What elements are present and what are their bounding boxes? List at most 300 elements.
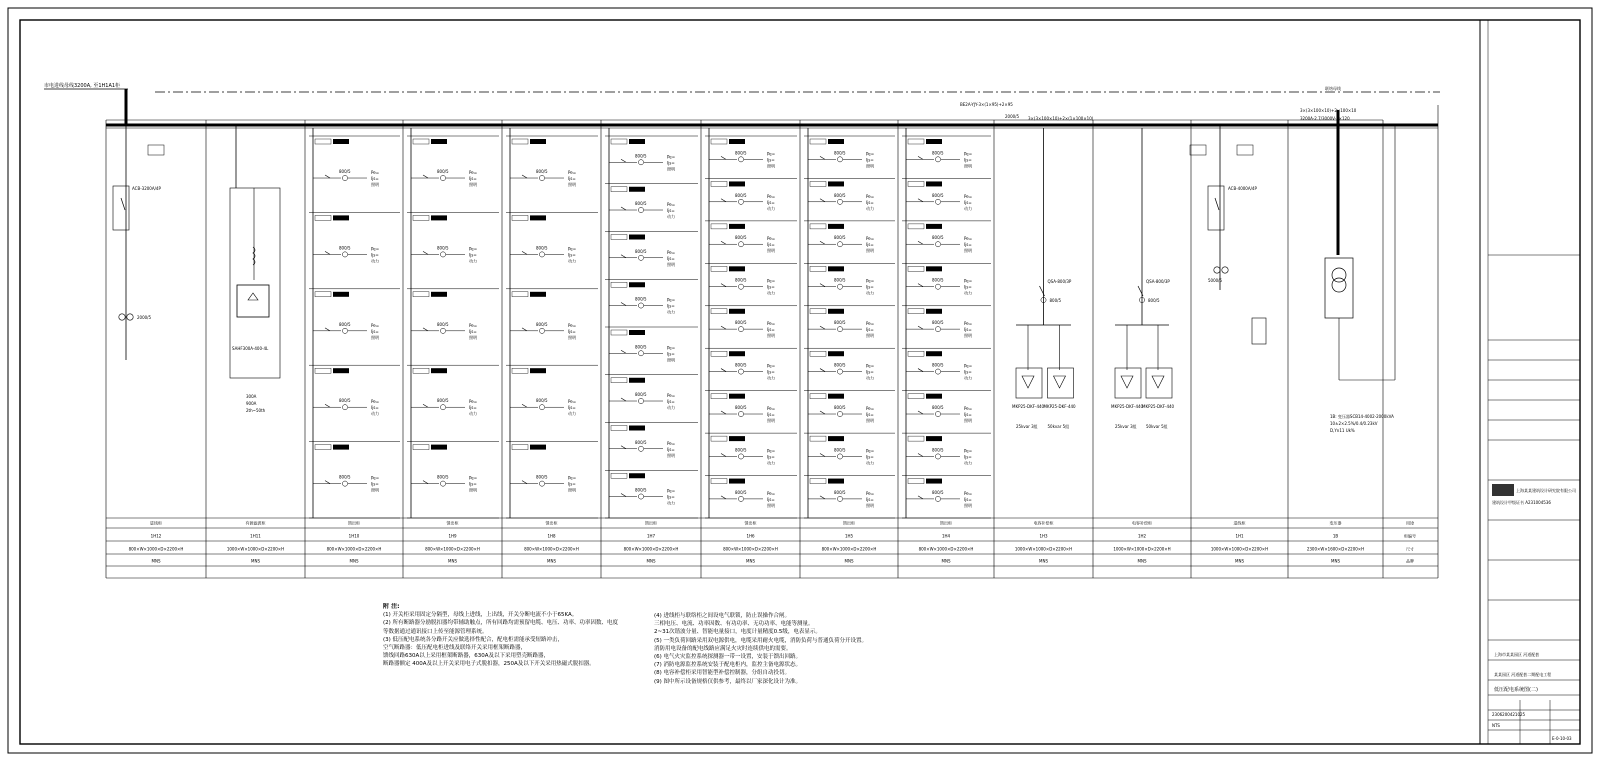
table-cell-no: 1H10 [348, 533, 360, 539]
note-line: 断路器额定 400A及以上开关采用电子式脱扣器，250A及以下开关采用热磁式脱扣器。 [383, 661, 595, 668]
feeder-ct-label: 800/5 [735, 405, 747, 411]
ct-symbol [440, 252, 445, 257]
circuit-id-block [926, 351, 942, 356]
feeder-pe-label: Pe= [964, 363, 973, 369]
ct-symbol [638, 207, 643, 212]
capacitor-model: MKP25-DKF-440 [1043, 404, 1076, 409]
ct-symbol [539, 328, 544, 333]
feeder-load-label: 照明 [964, 248, 972, 254]
transformer-spec-b: 10±2×2.5%/0.4/0.23kV [1330, 421, 1378, 426]
project-subtitle: 某某园区 河道配套二期配电工程 [1494, 672, 1552, 677]
feeder-pe-label: Pe= [568, 322, 577, 328]
bus-right-label: 联络母线 [1325, 86, 1341, 91]
circuit-id-block [333, 368, 349, 373]
ct-symbol [935, 199, 940, 204]
ct-symbol [539, 481, 544, 486]
main-breaker-model: ACB-4000A/4P [1228, 186, 1257, 191]
breaker-symbol [918, 199, 923, 202]
feeder-load-label: 照明 [767, 418, 775, 424]
circuit-tag [315, 292, 331, 297]
feeder-ct-label: 800/5 [339, 169, 351, 175]
circuit-tag [908, 309, 924, 314]
feeder-ct-label: 800/5 [339, 321, 351, 327]
ct-symbol [638, 351, 643, 356]
feeder-ijs-label: Ijs= [767, 157, 775, 163]
feeder-ct-label: 800/5 [635, 153, 647, 159]
feeder-pe-label: Pe= [767, 193, 776, 199]
feeder-ct-label: 800/5 [735, 235, 747, 241]
circuit-tag [315, 368, 331, 373]
table-cell-brand: MNS [844, 558, 854, 564]
feeder-ijs-label: Ijs= [866, 284, 874, 290]
notes-right [654, 612, 954, 686]
table-cell-use: 进线柜 [150, 520, 162, 526]
feeder-ct-label: 800/5 [635, 248, 647, 254]
feeder-ijs-label: Ijs= [964, 242, 972, 248]
circuit-tag [413, 215, 429, 220]
drawing-number: 2306200421025 [1492, 712, 1526, 717]
note-line: (1) 开关柜采用固定分隔型，母线上进线，上出线，开关分断电流不小于65KA。 [383, 612, 578, 619]
breaker-symbol [820, 199, 825, 202]
feeder-load-label: 动力 [767, 290, 775, 296]
circuit-tag [810, 309, 826, 314]
feeder-pe-label: Pe= [964, 490, 973, 496]
ct-symbol [738, 369, 743, 374]
circuit-tag [315, 215, 331, 220]
feeder-load-label: 照明 [568, 487, 576, 493]
feeder-ct-label: 800/5 [834, 489, 846, 495]
feeder-ijs-label: Ijs= [568, 405, 576, 411]
feeder-ijs-label: Ijs= [964, 454, 972, 460]
ct-symbol [837, 242, 842, 247]
feeder-ct-label: 800/5 [932, 150, 944, 156]
transformer-cable-label: 3×(3×100×10)+2×100×10 [1300, 108, 1357, 113]
breaker-symbol [721, 241, 726, 244]
feeder-ijs-label: Ijs= [866, 454, 874, 460]
circuit-tag [810, 479, 826, 484]
feeder-pe-label: Pe= [667, 393, 676, 399]
table-cell-brand: MNS [1137, 558, 1147, 564]
table-cell-use: 变压器 [1329, 520, 1342, 526]
feeder-load-label: 动力 [866, 375, 874, 381]
ct-symbol [837, 369, 842, 374]
circuit-tag [512, 368, 528, 373]
circuit-tag [908, 266, 924, 271]
feeder-pe-label: Pe= [866, 448, 875, 454]
table-cell-use: 馈出柜 [545, 520, 558, 526]
feeder-pe-label: Pe= [469, 475, 478, 481]
ct-symbol [738, 411, 743, 416]
breaker-symbol [820, 411, 825, 414]
cap-ct-ratio: 800/5 [1148, 298, 1160, 303]
feeder-load-label: 动力 [568, 258, 576, 264]
feeder-load-label: 照明 [964, 163, 972, 169]
feeder-load-label: 照明 [767, 333, 775, 339]
cap-breaker-model: QSA-800/3P [1047, 279, 1072, 284]
feeder-load-label: 动力 [371, 411, 379, 417]
drawing-name: 低压配电系统图(二) [1494, 687, 1538, 693]
feeder-load-label: 照明 [667, 166, 675, 172]
capacitor-kvar: 25kvar 3组 [1016, 424, 1038, 429]
feeder-pe-label: Pe= [964, 448, 973, 454]
feeder-ijs-label: Ijs= [371, 405, 379, 411]
breaker-symbol [721, 199, 726, 202]
drawing-scale: NTS [1492, 723, 1500, 728]
title-block [1480, 20, 1580, 744]
circuit-id-block [431, 215, 447, 220]
ct-symbol [738, 157, 743, 162]
feeder-ct-label: 800/5 [635, 344, 647, 350]
breaker-symbol [522, 481, 527, 484]
feeder-ct-label: 800/5 [932, 405, 944, 411]
breaker-symbol [621, 207, 626, 210]
circuit-id-block [629, 378, 645, 383]
feeder-ijs-label: Ijs= [964, 327, 972, 333]
table-cell-dims: 1000×W×1000×D×2200×H [1210, 546, 1269, 552]
feeder-pe-label: Pe= [866, 321, 875, 327]
circuit-id-block [926, 224, 942, 229]
feeder-load-label: 动力 [667, 214, 675, 220]
breaker-symbol [918, 241, 923, 244]
breaker-symbol [721, 156, 726, 159]
feeder-load-label: 照明 [371, 182, 379, 188]
feeder-load-label: 照明 [866, 502, 874, 508]
capacitor-bank [1146, 368, 1172, 398]
feeder-pe-label: Pe= [469, 246, 478, 252]
table-cell-dims: 800×W×1000×D×2200×H [918, 546, 974, 552]
circuit-tag [413, 139, 429, 144]
feeder-load-label: 动力 [371, 258, 379, 264]
circuit-tag [810, 436, 826, 441]
feeder-ijs-label: Ijs= [469, 252, 477, 258]
feeder-pe-label: Pe= [568, 399, 577, 405]
breaker-symbol [820, 284, 825, 287]
breaker-symbol [721, 411, 726, 414]
ct-symbol [440, 328, 445, 333]
ct-symbol [837, 199, 842, 204]
feeder-ijs-label: Ijs= [667, 446, 675, 452]
feeder-pe-label: Pe= [667, 440, 676, 446]
circuit-tag [711, 266, 727, 271]
table-cell-no: 1H8 [547, 533, 556, 539]
feeder-load-label: 照明 [469, 334, 477, 340]
circuit-id-block [333, 139, 349, 144]
breaker-symbol [721, 453, 726, 456]
ct-symbol [837, 496, 842, 501]
circuit-tag [611, 330, 627, 335]
feeder-load-label: 动力 [667, 500, 675, 506]
circuit-id-block [926, 394, 942, 399]
feeder-pe-label: Pe= [568, 170, 577, 176]
feeder-pe-label: Pe= [767, 448, 776, 454]
feeder-ct-label: 800/5 [735, 192, 747, 198]
table-cell-brand: MNS [1039, 558, 1048, 564]
feeder-ijs-label: Ijs= [964, 496, 972, 502]
ct-symbol [342, 252, 347, 257]
note-line: (8) 电容补偿柜采用智能型补偿控制器，分组自动投切。 [654, 670, 791, 677]
feeder-ct-label: 800/5 [834, 277, 846, 283]
circuit-tag [711, 309, 727, 314]
table-cell-dims: 800×W×1000×D×2200×H [425, 546, 480, 552]
circuit-id-block [629, 330, 645, 335]
feeder-ct-label: 800/5 [339, 245, 351, 251]
circuit-id-block [828, 224, 844, 229]
circuit-id-block [729, 309, 745, 314]
capacitor-kvar: 50kvar 5组 [1047, 424, 1070, 429]
capacitor-bank [1115, 368, 1141, 398]
feeder-pe-label: Pe= [964, 236, 973, 242]
breaker-symbol [325, 251, 330, 254]
feeder-ijs-label: Ijs= [866, 199, 874, 205]
circuit-tag [711, 224, 727, 229]
feeder-ct-label: 800/5 [932, 447, 944, 453]
circuit-id-block [729, 181, 745, 186]
capacitor-kvar: 25kvar 3组 [1115, 424, 1137, 429]
feeder-ijs-label: Ijs= [371, 481, 379, 487]
circuit-tag [711, 436, 727, 441]
transformer-detail [1325, 125, 1395, 433]
ct-symbol [638, 446, 643, 451]
ct-symbol [935, 411, 940, 416]
feeder-ct-label: 800/5 [735, 277, 747, 283]
breaker-symbol [621, 350, 626, 353]
table-cell-use: 进线柜 [1233, 520, 1246, 526]
feeder-load-label: 动力 [964, 460, 972, 466]
feeder-load-label: 照明 [667, 452, 675, 458]
breaker-symbol [918, 156, 923, 159]
circuit-id-block [828, 139, 844, 144]
circuit-id-block [926, 266, 942, 271]
ct-symbol [738, 454, 743, 459]
feeder-load-label: 动力 [767, 460, 775, 466]
capacitor-symbol [1054, 376, 1066, 388]
feeder-ijs-label: Ijs= [866, 412, 874, 418]
feeder-load-label: 动力 [767, 375, 775, 381]
ct-symbol [539, 175, 544, 180]
feeder-ct-label: 800/5 [437, 474, 449, 480]
breaker-symbol [820, 156, 825, 159]
circuit-tag [810, 266, 826, 271]
table-cell-dims: 800×W×1000×D×2200×H [524, 546, 579, 552]
feeder-ijs-label: Ijs= [667, 303, 675, 309]
feeder-ijs-label: Ijs= [964, 157, 972, 163]
feeder-ct-label: 800/5 [437, 321, 449, 327]
breaker-symbol [522, 175, 527, 178]
circuit-id-block [729, 436, 745, 441]
feeder-load-label: 照明 [866, 248, 874, 254]
circuit-id-block [530, 445, 546, 450]
feeder-ijs-label: Ijs= [469, 176, 477, 182]
note-line: (2) 所有断路器分励脱扣器均带辅助触点，所有回路均需预留电缆、电压、功率、功率因数、电度 [383, 620, 619, 627]
breaker-symbol [721, 496, 726, 499]
feeder-ijs-label: Ijs= [767, 242, 775, 248]
note-line: 2~31次谐波分量、智能电量接口，电度计量精度0.5级，电表显示。 [654, 629, 821, 636]
feeder-load-label: 照明 [667, 261, 675, 267]
feeder-load-label: 照明 [568, 334, 576, 340]
circuit-tag [908, 436, 924, 441]
ct-symbol [638, 303, 643, 308]
company-name: 上海某某建筑设计研究院有限公司 [1516, 488, 1576, 493]
table-cell-dims: 800×W×1000×D×2200×H [128, 546, 184, 552]
circuit-tag [611, 187, 627, 192]
ct-symbol [638, 255, 643, 260]
capacitor-symbol [1022, 376, 1034, 388]
table-cell-dims: 1000×W×1000×D×2200×H [1014, 546, 1073, 552]
apf-rating-a: 300A [246, 394, 257, 399]
table-row-label: 品牌 [1406, 558, 1414, 564]
breaker-symbol [325, 481, 330, 484]
feeder-load-label: 动力 [964, 290, 972, 296]
breaker-symbol [423, 481, 428, 484]
breaker-symbol [820, 496, 825, 499]
capacitor-model: MKP25-DKF-440 [1012, 404, 1045, 409]
circuit-id-block [431, 139, 447, 144]
table-cell-no: 1H7 [646, 533, 656, 539]
ct-symbol [837, 157, 842, 162]
cabinet-table [106, 518, 1438, 578]
main-incoming-detail [1190, 125, 1266, 344]
feeder-pe-label: Pe= [964, 193, 973, 199]
feeder-pe-label: Pe= [371, 246, 380, 252]
feeder-ijs-label: Ijs= [371, 328, 379, 334]
breaker-symbol [918, 326, 923, 329]
circuit-tag [512, 445, 528, 450]
feeder-pe-label: Pe= [767, 363, 776, 369]
circuit-tag [908, 139, 924, 144]
table-cell-use: 馈出柜 [645, 520, 657, 526]
breaker-symbol [918, 411, 923, 414]
feeder-pe-label: Pe= [964, 406, 973, 412]
circuit-tag [611, 378, 627, 383]
table-cell-dims: 800×W×1000×D×2200×H [326, 546, 382, 552]
ct-symbol [935, 157, 940, 162]
ct-symbol [738, 199, 743, 204]
apf-rating-b: 900A [246, 401, 257, 406]
feeder-load-label: 照明 [667, 357, 675, 363]
table-cell-dims: 1000×W×1000×D×2200×H [226, 546, 285, 552]
circuit-id-block [926, 436, 942, 441]
note-line: 消防用电设备的配电线路应满足火灾时连续供电的需要。 [654, 645, 792, 652]
breaker-symbol [820, 241, 825, 244]
table-cell-no: 1H11 [250, 533, 261, 539]
breaker-symbol [721, 326, 726, 329]
circuit-tag [315, 139, 331, 144]
ct-symbol [837, 454, 842, 459]
capacitor-bank [1016, 368, 1042, 398]
feeder-ijs-label: Ijs= [667, 255, 675, 261]
ct-symbol [837, 411, 842, 416]
feeder-ct-label: 800/5 [735, 489, 747, 495]
feeder-pe-label: Pe= [371, 170, 380, 176]
circuit-id-block [828, 266, 844, 271]
feeder-pe-label: Pe= [371, 322, 380, 328]
feeder-ct-label: 800/5 [932, 192, 944, 198]
circuit-id-block [729, 351, 745, 356]
feeder-load-label: 照明 [964, 333, 972, 339]
feeder-load-label: 动力 [964, 375, 972, 381]
circuit-tag [908, 351, 924, 356]
circuit-id-block [629, 426, 645, 431]
feeder-pe-label: Pe= [667, 297, 676, 303]
bus-spec-label: 3×(3×100×10)+2×(1×100×10) [1028, 116, 1094, 121]
circuit-tag [908, 479, 924, 484]
circuit-tag [908, 224, 924, 229]
feeder-pe-label: Pe= [469, 170, 478, 176]
breaker-symbol [423, 404, 428, 407]
feeder-ijs-label: Ijs= [371, 252, 379, 258]
feeder-ijs-label: Ijs= [964, 199, 972, 205]
table-cell-brand: MNS [448, 558, 457, 564]
table-cell-no: 1B [1332, 533, 1339, 539]
feeder-ijs-label: Ijs= [371, 176, 379, 182]
ct-symbol [935, 284, 940, 289]
feeder-ijs-label: Ijs= [866, 496, 874, 502]
incoming-bus-label: 市电进线母线3200A, 至1H1A1柜 [44, 83, 121, 89]
ct-symbol [539, 252, 544, 257]
feeder-load-label: 照明 [568, 182, 576, 188]
feeder-load-label: 照明 [964, 418, 972, 424]
feeder-ijs-label: Ijs= [964, 369, 972, 375]
capacitor-kvar: 50kvar 5组 [1146, 424, 1168, 429]
circuit-id-block [431, 368, 447, 373]
feeder-ijs-label: Ijs= [568, 176, 576, 182]
feeder-ct-label: 800/5 [437, 245, 449, 251]
breaker-symbol [423, 251, 428, 254]
circuit-id-block [333, 445, 349, 450]
feeder-ijs-label: Ijs= [767, 199, 775, 205]
ct-symbol [837, 284, 842, 289]
feeder-load-label: 动力 [667, 405, 675, 411]
circuit-tag [711, 181, 727, 186]
incoming-breaker-model: ACB-3200A/4P [132, 186, 161, 191]
feeder-ijs-label: Ijs= [767, 454, 775, 460]
circuit-id-block [431, 292, 447, 297]
note-line: (7) 消防电源监控系统安装于配电柜内，监控主备电源状态。 [654, 662, 802, 669]
feeder-ijs-label: Ijs= [568, 328, 576, 334]
feeder-pe-label: Pe= [371, 475, 380, 481]
notes-left [383, 603, 648, 669]
ct-symbol [342, 481, 347, 486]
feeder-pe-label: Pe= [469, 399, 478, 405]
circuit-tag [810, 181, 826, 186]
circuit-id-block [729, 479, 745, 484]
table-row-label: 用途 [1406, 520, 1414, 526]
circuit-id-block [729, 394, 745, 399]
feeder-pe-label: Pe= [767, 278, 776, 284]
breaker-symbol [820, 453, 825, 456]
ct-symbol [935, 327, 940, 332]
table-cell-brand: MNS [151, 558, 161, 564]
circuit-id-block [431, 445, 447, 450]
breaker-symbol [423, 328, 428, 331]
ct-symbol [638, 398, 643, 403]
circuit-tag [611, 139, 627, 144]
note-line: (4) 进线柜与联络柜之间设电气联锁，防止误操作合闸。 [654, 613, 791, 619]
table-cell-no: 1H1 [1235, 533, 1244, 539]
ct-symbol [342, 328, 347, 333]
feeder-pe-label: Pe= [667, 488, 676, 494]
feeder-load-label: 动力 [469, 258, 477, 264]
feeder-ijs-label: Ijs= [866, 157, 874, 163]
feeder-load-label: 动力 [667, 309, 675, 315]
feeder-pe-label: Pe= [371, 399, 380, 405]
feeder-ijs-label: Ijs= [469, 328, 477, 334]
feeder-pe-label: Pe= [767, 321, 776, 327]
license-number: 建筑设计甲级证书 A231004536 [1492, 500, 1551, 505]
table-cell-brand: MNS [251, 558, 260, 564]
circuit-id-block [729, 266, 745, 271]
circuit-tag [908, 181, 924, 186]
